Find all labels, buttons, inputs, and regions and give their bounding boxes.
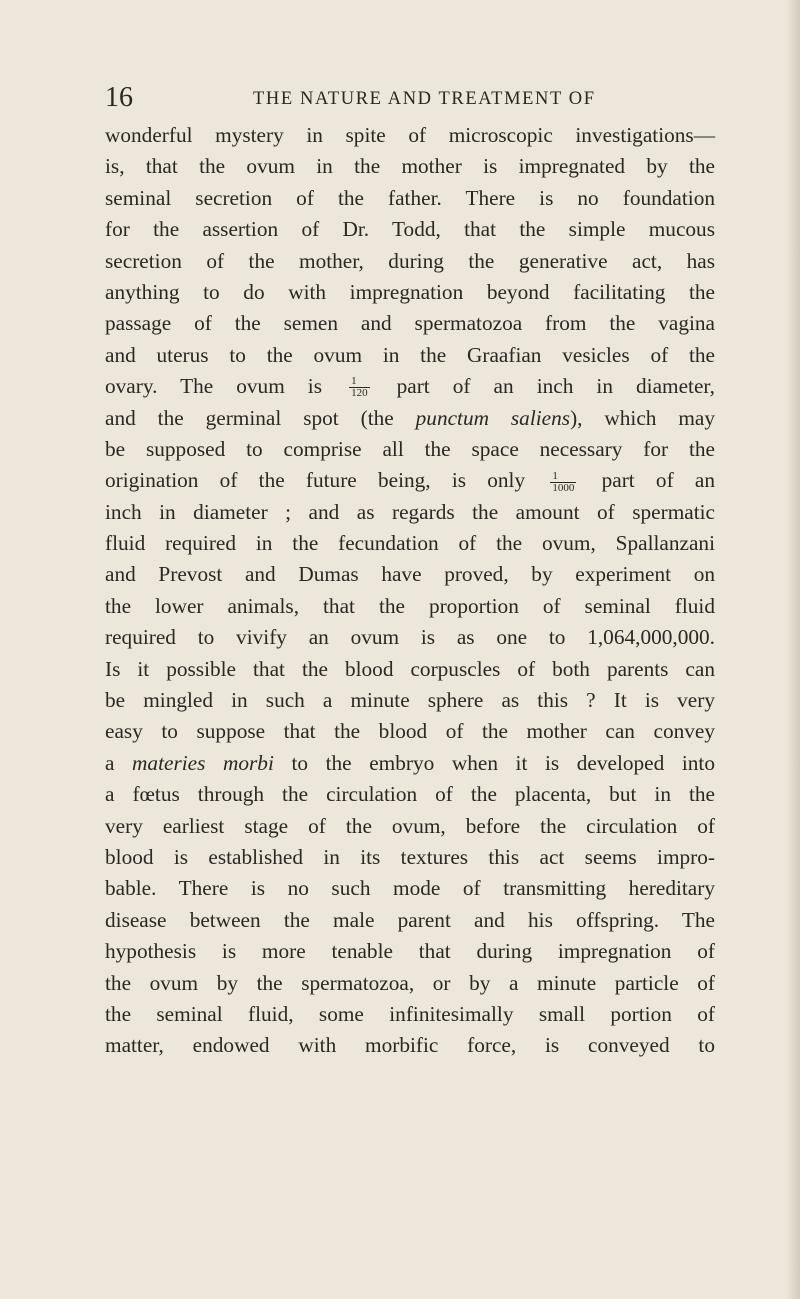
text-fragment: and the germinal spot (the: [105, 405, 394, 430]
italic-term: materies morbi: [132, 750, 274, 775]
text-line: the lower animals, that the proportion of seminal fluid: [105, 593, 715, 618]
fraction-denominator: 120: [351, 387, 368, 400]
text-line-with-italic: [105, 748, 715, 779]
fraction-denominator: 1000: [552, 481, 575, 494]
body-text: [105, 120, 715, 1062]
fraction-one-1000th: [550, 471, 576, 494]
text-fragment: a: [105, 750, 115, 775]
text-line: be mingled in such a minute sphere as this ? It is very: [105, 688, 715, 713]
text-line: be supposed to comprise all the space necessary for the: [105, 436, 715, 461]
text-line: and Prevost and Dumas have proved, by experiment on: [105, 562, 715, 587]
text-fragment: part of an: [601, 468, 715, 493]
page-number: 16: [105, 82, 133, 113]
text-line: blood is established in its textures this act seems impro-: [105, 844, 715, 869]
text-fragment: to the embryo when it is developed into: [291, 750, 715, 775]
text-line-with-italic: [105, 403, 715, 434]
text-line: the ovum by the spermatozoa, or by a minute particle of: [105, 970, 715, 995]
text-line: and uterus to the ovum in the Graafian vesicles of the: [105, 342, 715, 367]
text-line: for the assertion of Dr. Todd, that the simple mucous: [105, 217, 715, 242]
text-fragment: ), which may: [570, 405, 716, 430]
italic-term: punctum saliens: [415, 405, 571, 430]
text-line: disease between the male parent and his offspring. The: [105, 907, 715, 932]
page-edge-shadow: [786, 0, 800, 1299]
text-line: required to vivify an ovum is as one to 1,064,000,000.: [105, 625, 715, 650]
text-line: fluid required in the fecundation of the ovum, Spallanzani: [105, 531, 715, 556]
text-line: inch in diameter ; and as regards the amount of spermatic: [105, 499, 715, 524]
text-fragment: part of an inch in diameter,: [396, 374, 715, 399]
running-head: THE NATURE AND TREATMENT OF: [253, 89, 596, 109]
text-line: a fœtus through the circulation of the placenta, but in the: [105, 782, 715, 807]
text-line: secretion of the mother, during the generative act, has: [105, 248, 715, 273]
page-header: [105, 80, 715, 116]
text-line: seminal secretion of the father. There is no foundation: [105, 185, 715, 210]
fraction-numerator: 1: [349, 376, 370, 388]
text-fragment: ovary. The ovum is: [105, 374, 323, 399]
text-line-with-fraction: [105, 465, 715, 496]
text-line: easy to suppose that the blood of the mother can convey: [105, 719, 715, 744]
text-line: Is it possible that the blood corpuscles of both parents can: [105, 656, 715, 681]
text-line: wonderful mystery in spite of microscopic investigations—: [105, 123, 715, 147]
text-line: the seminal fluid, some infinitesimally small portion of: [105, 1001, 715, 1026]
text-line-with-fraction: [105, 371, 715, 402]
text-line: passage of the semen and spermatozoa from the vagina: [105, 311, 715, 336]
text-line: hypothesis is more tenable that during impregnation of: [105, 939, 715, 964]
text-line: bable. There is no such mode of transmitting hereditary: [105, 876, 715, 901]
text-line: anything to do with impregnation beyond facilitating the: [105, 279, 715, 304]
text-line: very earliest stage of the ovum, before the circulation of: [105, 813, 715, 838]
text-line: is, that the ovum in the mother is impregnated by the: [105, 154, 715, 179]
text-fragment: origination of the future being, is only: [105, 468, 526, 493]
fraction-numerator: 1: [550, 471, 576, 483]
text-line: matter, endowed with morbific force, is conveyed to: [105, 1033, 715, 1058]
fraction-one-120th: [349, 376, 370, 399]
